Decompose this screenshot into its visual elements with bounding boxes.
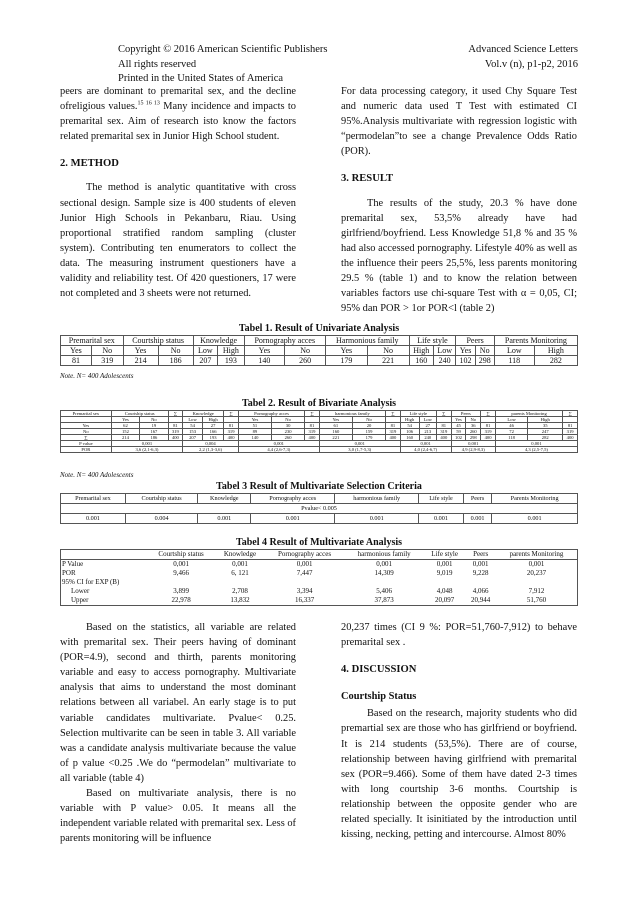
value-cell: 167 [140, 429, 168, 435]
right-column-bottom [341, 620, 577, 842]
value-cell: P Value [62, 560, 84, 568]
subheader-cell: High [218, 346, 244, 356]
subheader-cell: High [528, 417, 563, 423]
value-cell: 282 [528, 435, 563, 441]
result-heading: 3. RESULT [341, 173, 394, 185]
value-cell: 27 [419, 423, 436, 429]
value-cell: 140 [244, 356, 285, 366]
subheader-cell: No [140, 417, 168, 423]
value-cell: 319 [224, 429, 239, 435]
value-cell: 81 [481, 423, 496, 429]
multivariate-table [60, 549, 578, 606]
subheader-cell: Yes [456, 346, 475, 356]
column-header: Life style [419, 494, 464, 504]
value-cell: 81 [61, 356, 92, 366]
value-cell: 400 [481, 435, 496, 441]
value-cell: 319 [386, 429, 401, 435]
value-cell: 152 [111, 429, 139, 435]
value-cell: 298 [466, 435, 481, 441]
value-cell [465, 578, 496, 587]
value-cell: 6, 121 [231, 569, 249, 577]
value-cell: 13,832 [215, 596, 265, 606]
value-cell: 81 [437, 423, 452, 429]
column-header: harmonious family [344, 550, 424, 560]
value-cell [215, 578, 265, 587]
table1-note: Note. N= 400 Adolescents [60, 372, 134, 380]
column-header: Pornography acces [265, 550, 345, 560]
subheader-cell: High [409, 346, 433, 356]
value-cell [496, 578, 577, 587]
value-cell: 221 [367, 356, 409, 366]
value-cell [424, 578, 465, 587]
subheader-cell: High [534, 346, 577, 356]
value-cell: POR [61, 447, 112, 453]
intro-paragraph: peers are dominant to premarital sex, and the decline ofreligious values.$^{15 16 13}$ Many incidence and impacts to premarital sex. Aim of research isto know the factors related premarital sex in Junior High School student. [60, 86, 296, 143]
column-header: ∑ [224, 411, 239, 417]
subheader-cell: No [91, 346, 123, 356]
volume-info: Vol.v (n), p1-p2, 2016 [484, 59, 578, 70]
column-header: Courtship status [147, 550, 215, 560]
column-header: ∑ [563, 411, 578, 417]
value-cell: 59 [451, 429, 466, 435]
data-processing-paragraph: For data processing category, it used Chy Square Test and numeric data used T Test with estimated CI 95%.Analysis multivariate with regression logistic with “permodelan”to see a change Prevalence Odds Ratio (POR). [341, 86, 577, 158]
subheader-cell: Yes [111, 417, 139, 423]
value-cell: 186 [140, 435, 168, 441]
value-cell: 102 [451, 435, 466, 441]
value-cell [147, 578, 215, 587]
value-cell: 118 [494, 356, 534, 366]
subheader-cell: No [352, 417, 385, 423]
pvalue-criterion: Pvalue< 0.005 [61, 504, 578, 514]
column-header: Premarital sex [61, 411, 112, 417]
value-cell: 0,001 [319, 441, 400, 447]
value-cell: 0,004 [183, 441, 239, 447]
value-cell: 140 [238, 435, 271, 441]
column-header: ∑ [386, 411, 401, 417]
value-cell: 95% CI for EXP (B) [62, 578, 120, 586]
subheader-cell: Yes [319, 417, 352, 423]
table-row [61, 596, 578, 606]
column-header: Peers [451, 411, 481, 417]
column-header: Life style [400, 411, 436, 417]
column-header: Parents Monitoring [492, 494, 578, 504]
column-header: Parents Monitoring [494, 336, 577, 346]
value-cell: 51 [238, 423, 271, 429]
value-cell: 37,873 [344, 596, 424, 606]
subheader-cell: Yes [238, 417, 271, 423]
column-header: Pornography acces [244, 336, 325, 346]
subheader-cell: No [466, 417, 481, 423]
value-cell: 179 [325, 356, 367, 366]
value-cell: 0,001 [400, 441, 451, 447]
value-cell: 400 [168, 435, 183, 441]
result-paragraph: The results of the study, 20.3 % have done premarital sex, 53,5% already have had girlfriend/boyfriend. Less Knowledge 51,8 % and 35 % had also accessed pornography. Lifestyle 40% as well as the influence their peers 25,5%, less parents monitoring 29.5 % (table 1) and to know the relation between variables factors use chi-square Test with α = 0,05, CI; 95% dan POR > 1or POR<l (table 2) [341, 197, 577, 315]
value-cell: 27 [202, 423, 223, 429]
value-cell: 207 [193, 356, 218, 366]
value-cell: 54 [400, 423, 419, 429]
table-row [61, 447, 578, 453]
column-header: Knowledge [193, 336, 244, 346]
column-header: Knowledge [183, 411, 224, 417]
value-cell: 0,001 [296, 560, 313, 568]
column-header: harmonious family [319, 411, 385, 417]
subheader-cell: Yes [123, 346, 158, 356]
value-cell: 72 [495, 429, 527, 435]
value-cell: 0.001 [335, 514, 419, 524]
value-cell: 9,019 [436, 569, 453, 577]
value-cell: 193 [202, 435, 223, 441]
method-heading: 2. METHOD [60, 158, 119, 170]
value-cell: 298 [475, 356, 494, 366]
value-cell: 319 [91, 356, 123, 366]
value-cell: 3,394 [296, 587, 313, 595]
column-header: Life style [424, 550, 465, 560]
value-cell: 221 [319, 435, 352, 441]
value-cell: 0.001 [251, 514, 335, 524]
value-cell: 62 [111, 423, 139, 429]
value-cell: 260 [466, 429, 481, 435]
column-header: Premarital sex [61, 494, 126, 504]
value-cell: 9,228 [472, 569, 489, 577]
value-cell: ∑ [61, 435, 112, 441]
value-cell: 282 [534, 356, 577, 366]
left-column-top [60, 84, 296, 301]
table-row [61, 560, 578, 570]
copyright-line: Copyright © 2016 American Scientific Publishers [118, 44, 328, 55]
column-header: ∑ [168, 411, 183, 417]
subheader-cell: Low [419, 417, 436, 423]
value-cell: 3,0 (1,7-5,3) [319, 447, 400, 453]
value-cell: 319 [437, 429, 452, 435]
table2-note: Note. N= 400 Adolescents [60, 471, 134, 479]
value-cell: Lower [71, 587, 90, 595]
value-cell: 319 [305, 429, 320, 435]
value-cell: 0,001 [472, 560, 489, 568]
value-cell: 4,3 (2,5-7,5) [495, 447, 577, 453]
value-cell: 0,001 [173, 560, 189, 568]
por-paragraph: 20,237 times (CI 9 %: POR=51,760-7,912) to behave premarital sex . [341, 622, 577, 649]
column-header [61, 550, 147, 560]
value-cell: 213 [419, 429, 436, 435]
column-header: Courtship status [123, 336, 193, 346]
right-column-top [341, 84, 577, 316]
value-cell: 54 [183, 423, 203, 429]
courtship-paragraph: Based on the research, majority students who did premartial sex are those who has girlfriend or boyfriend. It is 214 students (53,5%). There are of course, relationship between having girlfriend with premarital sex (POR=9.466). Some of them have dated 2-3 times with long courtship 3-6 months. Courtship is relationship between the opposite gender who are related specially. It isinitiated by the introduction until kissing, necking, petting and intercourse. Almost 80% [341, 708, 577, 841]
value-cell: 400 [305, 435, 320, 441]
subheader-cell: No [475, 346, 494, 356]
value-cell: 81 [224, 423, 239, 429]
subheader-cell: Low [193, 346, 218, 356]
value-cell: 20,097 [424, 596, 465, 606]
table1-title: Tabel 1. Result of Univariate Analysis [238, 323, 400, 334]
column-header: Premarital sex [61, 336, 124, 346]
value-cell: 400 [224, 435, 239, 441]
value-cell: 260 [272, 435, 305, 441]
multivariate-paragraph: Based on multivariate analysis, there is no variable with P value> 0.05. It means all the independent variable related with premarital sex. Less of parents monitoring will be influence [60, 788, 297, 845]
column-header: ∑ [437, 411, 452, 417]
value-cell: 159 [352, 429, 385, 435]
value-cell: 106 [400, 429, 419, 435]
value-cell: 61 [319, 423, 352, 429]
value-cell: 179 [352, 435, 385, 441]
value-cell: 214 [123, 356, 158, 366]
value-cell: 0,001 [436, 560, 453, 568]
column-header: Courtship status [111, 411, 168, 417]
value-cell: 3,899 [173, 587, 189, 595]
value-cell: 36 [466, 423, 481, 429]
column-header: ∑ [305, 411, 320, 417]
value-cell: 0.004 [125, 514, 197, 524]
value-cell: 89 [238, 429, 271, 435]
table-row [61, 578, 578, 587]
value-cell: 319 [168, 429, 183, 435]
subheader-cell: No [158, 346, 193, 356]
univariate-table [60, 335, 578, 366]
column-header: Pornography acces [238, 411, 304, 417]
subheader-cell: No [272, 417, 305, 423]
column-header: Knowledge [215, 550, 265, 560]
value-cell: 0,001 [528, 560, 545, 568]
value-cell: 260 [285, 356, 326, 366]
bivariate-table [60, 410, 578, 453]
value-cell: P value [61, 441, 112, 447]
value-cell: 0.001 [463, 514, 491, 524]
table2-title: Tabel 2. Result of Bivariate Analysis [241, 398, 397, 409]
column-header: parents Monitoring [495, 411, 562, 417]
value-cell: 4,048 [436, 587, 453, 595]
table-row [61, 569, 578, 578]
column-header: harmonious family [335, 494, 419, 504]
value-cell: 0.001 [61, 514, 126, 524]
column-header: Courtship status [125, 494, 197, 504]
column-header: ∑ [481, 411, 496, 417]
table4-title: Tabel 4 Result of Multivariate Analysis [235, 537, 403, 548]
value-cell: 4,9 (2,9-8,3) [451, 447, 495, 453]
value-cell: 160 [409, 356, 433, 366]
value-cell: 0.001 [198, 514, 251, 524]
value-cell: 400 [563, 435, 578, 441]
value-cell: 20,944 [465, 596, 496, 606]
value-cell: 0,001 [238, 441, 319, 447]
value-cell: 319 [481, 429, 496, 435]
subheader-cell: No [367, 346, 409, 356]
column-header: Harmonious family [325, 336, 409, 346]
value-cell: 81 [305, 423, 320, 429]
value-cell: No [61, 429, 112, 435]
value-cell: 3,6 (2,1-6,3) [111, 447, 182, 453]
value-cell: 319 [563, 429, 578, 435]
value-cell: 7,912 [528, 587, 545, 595]
courtship-heading: Courtship Status [341, 691, 417, 703]
value-cell: 207 [183, 435, 203, 441]
value-cell: 0,001 [495, 441, 577, 447]
column-header: parents Monitoring [496, 550, 577, 560]
value-cell: 4,066 [472, 587, 489, 595]
value-cell: 20,237 [526, 569, 547, 577]
subheader-cell: Low [494, 346, 534, 356]
value-cell: 30 [272, 423, 305, 429]
subheader-cell: High [202, 417, 223, 423]
method-paragraph: The method is analytic quantitative with cross sectional design. Sample size is 400 students of eleven Junior High Schools in Pekanbaru, Riau. Using proportional stratified random sampling (cluster system). Contributing ten enumerators to collect the data. The measuring instrument questioners have a validity and reliability test. Of 420 questioners, 17 were not completed and 3 sheets were not returned. [60, 182, 296, 300]
discussion-heading: 4. DISCUSSION [341, 664, 417, 676]
value-cell: 0.001 [419, 514, 464, 524]
value-cell: 214 [111, 435, 139, 441]
value-cell: 247 [528, 429, 563, 435]
subheader-cell: Yes [451, 417, 466, 423]
value-cell: 0,001 [232, 560, 248, 568]
value-cell: 400 [386, 435, 401, 441]
value-cell: 4,4 (2,6-7,3) [238, 447, 319, 453]
value-cell: 51,760 [496, 596, 577, 606]
value-cell: Yes [61, 423, 112, 429]
subheader-cell: No [285, 346, 326, 356]
value-cell [265, 578, 345, 587]
value-cell: 46 [495, 423, 527, 429]
value-cell: 0,001 [111, 441, 182, 447]
value-cell: 230 [272, 429, 305, 435]
column-header: Pornography acces [251, 494, 335, 504]
printed-line: Printed in the United States of America [118, 73, 284, 84]
value-cell: 45 [451, 423, 466, 429]
value-cell: 160 [400, 435, 419, 441]
value-cell: 19 [140, 423, 168, 429]
value-cell [344, 578, 424, 587]
value-cell: 2,2 (1,3-3,6) [183, 447, 239, 453]
value-cell: 35 [528, 423, 563, 429]
selection-criteria-table [60, 493, 578, 524]
value-cell: 153 [183, 429, 203, 435]
subheader-cell: Low [433, 346, 456, 356]
column-header: Peers [463, 494, 491, 504]
value-cell: 0,001 [376, 560, 393, 568]
value-cell: 20 [352, 423, 385, 429]
value-cell: 5,406 [376, 587, 393, 595]
value-cell: 9,466 [173, 569, 189, 577]
table3-title: Tabel 3 Result of Multivariate Selection Criteria [216, 481, 422, 492]
value-cell: 186 [158, 356, 193, 366]
column-header: Life style [409, 336, 456, 346]
value-cell: 7,447 [296, 569, 313, 577]
value-cell: 81 [168, 423, 183, 429]
subheader-cell: Yes [244, 346, 285, 356]
value-cell: POR [62, 569, 76, 577]
column-header: Knowledge [198, 494, 251, 504]
left-column-bottom [60, 620, 296, 846]
statistics-paragraph: Based on the statistics, all variable are related with premarital sex. Their peers having of dominant (POR=4.9), second and thirth, parents monitoring variable and easy to access pornography. Multivariate analysis that aims to understand the most dominant relations between all variabel. An early stage is to put variable candidates multivariate. Pvalue< 0.25. Selection multivarite can be seen in table 3. All variable was a candidate analysis multivariate because the value of p value <0.25 .We do “permodelan” multivariate to all variable (table 4) [60, 622, 296, 784]
value-cell: 2,708 [232, 587, 248, 595]
value-cell: 0,001 [451, 441, 495, 447]
subheader-cell: High [400, 417, 419, 423]
journal-name: Advanced Science Letters [468, 44, 578, 55]
value-cell: 0.001 [492, 514, 578, 524]
value-cell: 400 [437, 435, 452, 441]
table-row [61, 587, 578, 596]
subheader-cell: Low [495, 417, 527, 423]
subheader-cell: Low [183, 417, 203, 423]
value-cell: 240 [419, 435, 436, 441]
subheader-cell: Yes [325, 346, 367, 356]
value-cell: 166 [202, 429, 223, 435]
rights-line: All rights reserved [118, 59, 197, 70]
value-cell: Upper [61, 596, 147, 606]
value-cell: 160 [319, 429, 352, 435]
subheader-cell: Yes [61, 346, 92, 356]
value-cell: 81 [563, 423, 578, 429]
value-cell: 102 [456, 356, 475, 366]
column-header: Peers [465, 550, 496, 560]
value-cell: 14,309 [374, 569, 394, 577]
column-header: Peers [456, 336, 494, 346]
value-cell: 118 [495, 435, 527, 441]
value-cell: 193 [218, 356, 244, 366]
value-cell: 4,0 (2,4-6,7) [400, 447, 451, 453]
value-cell: 16,337 [265, 596, 345, 606]
value-cell: 240 [433, 356, 456, 366]
value-cell: 81 [386, 423, 401, 429]
value-cell: 22,978 [147, 596, 215, 606]
